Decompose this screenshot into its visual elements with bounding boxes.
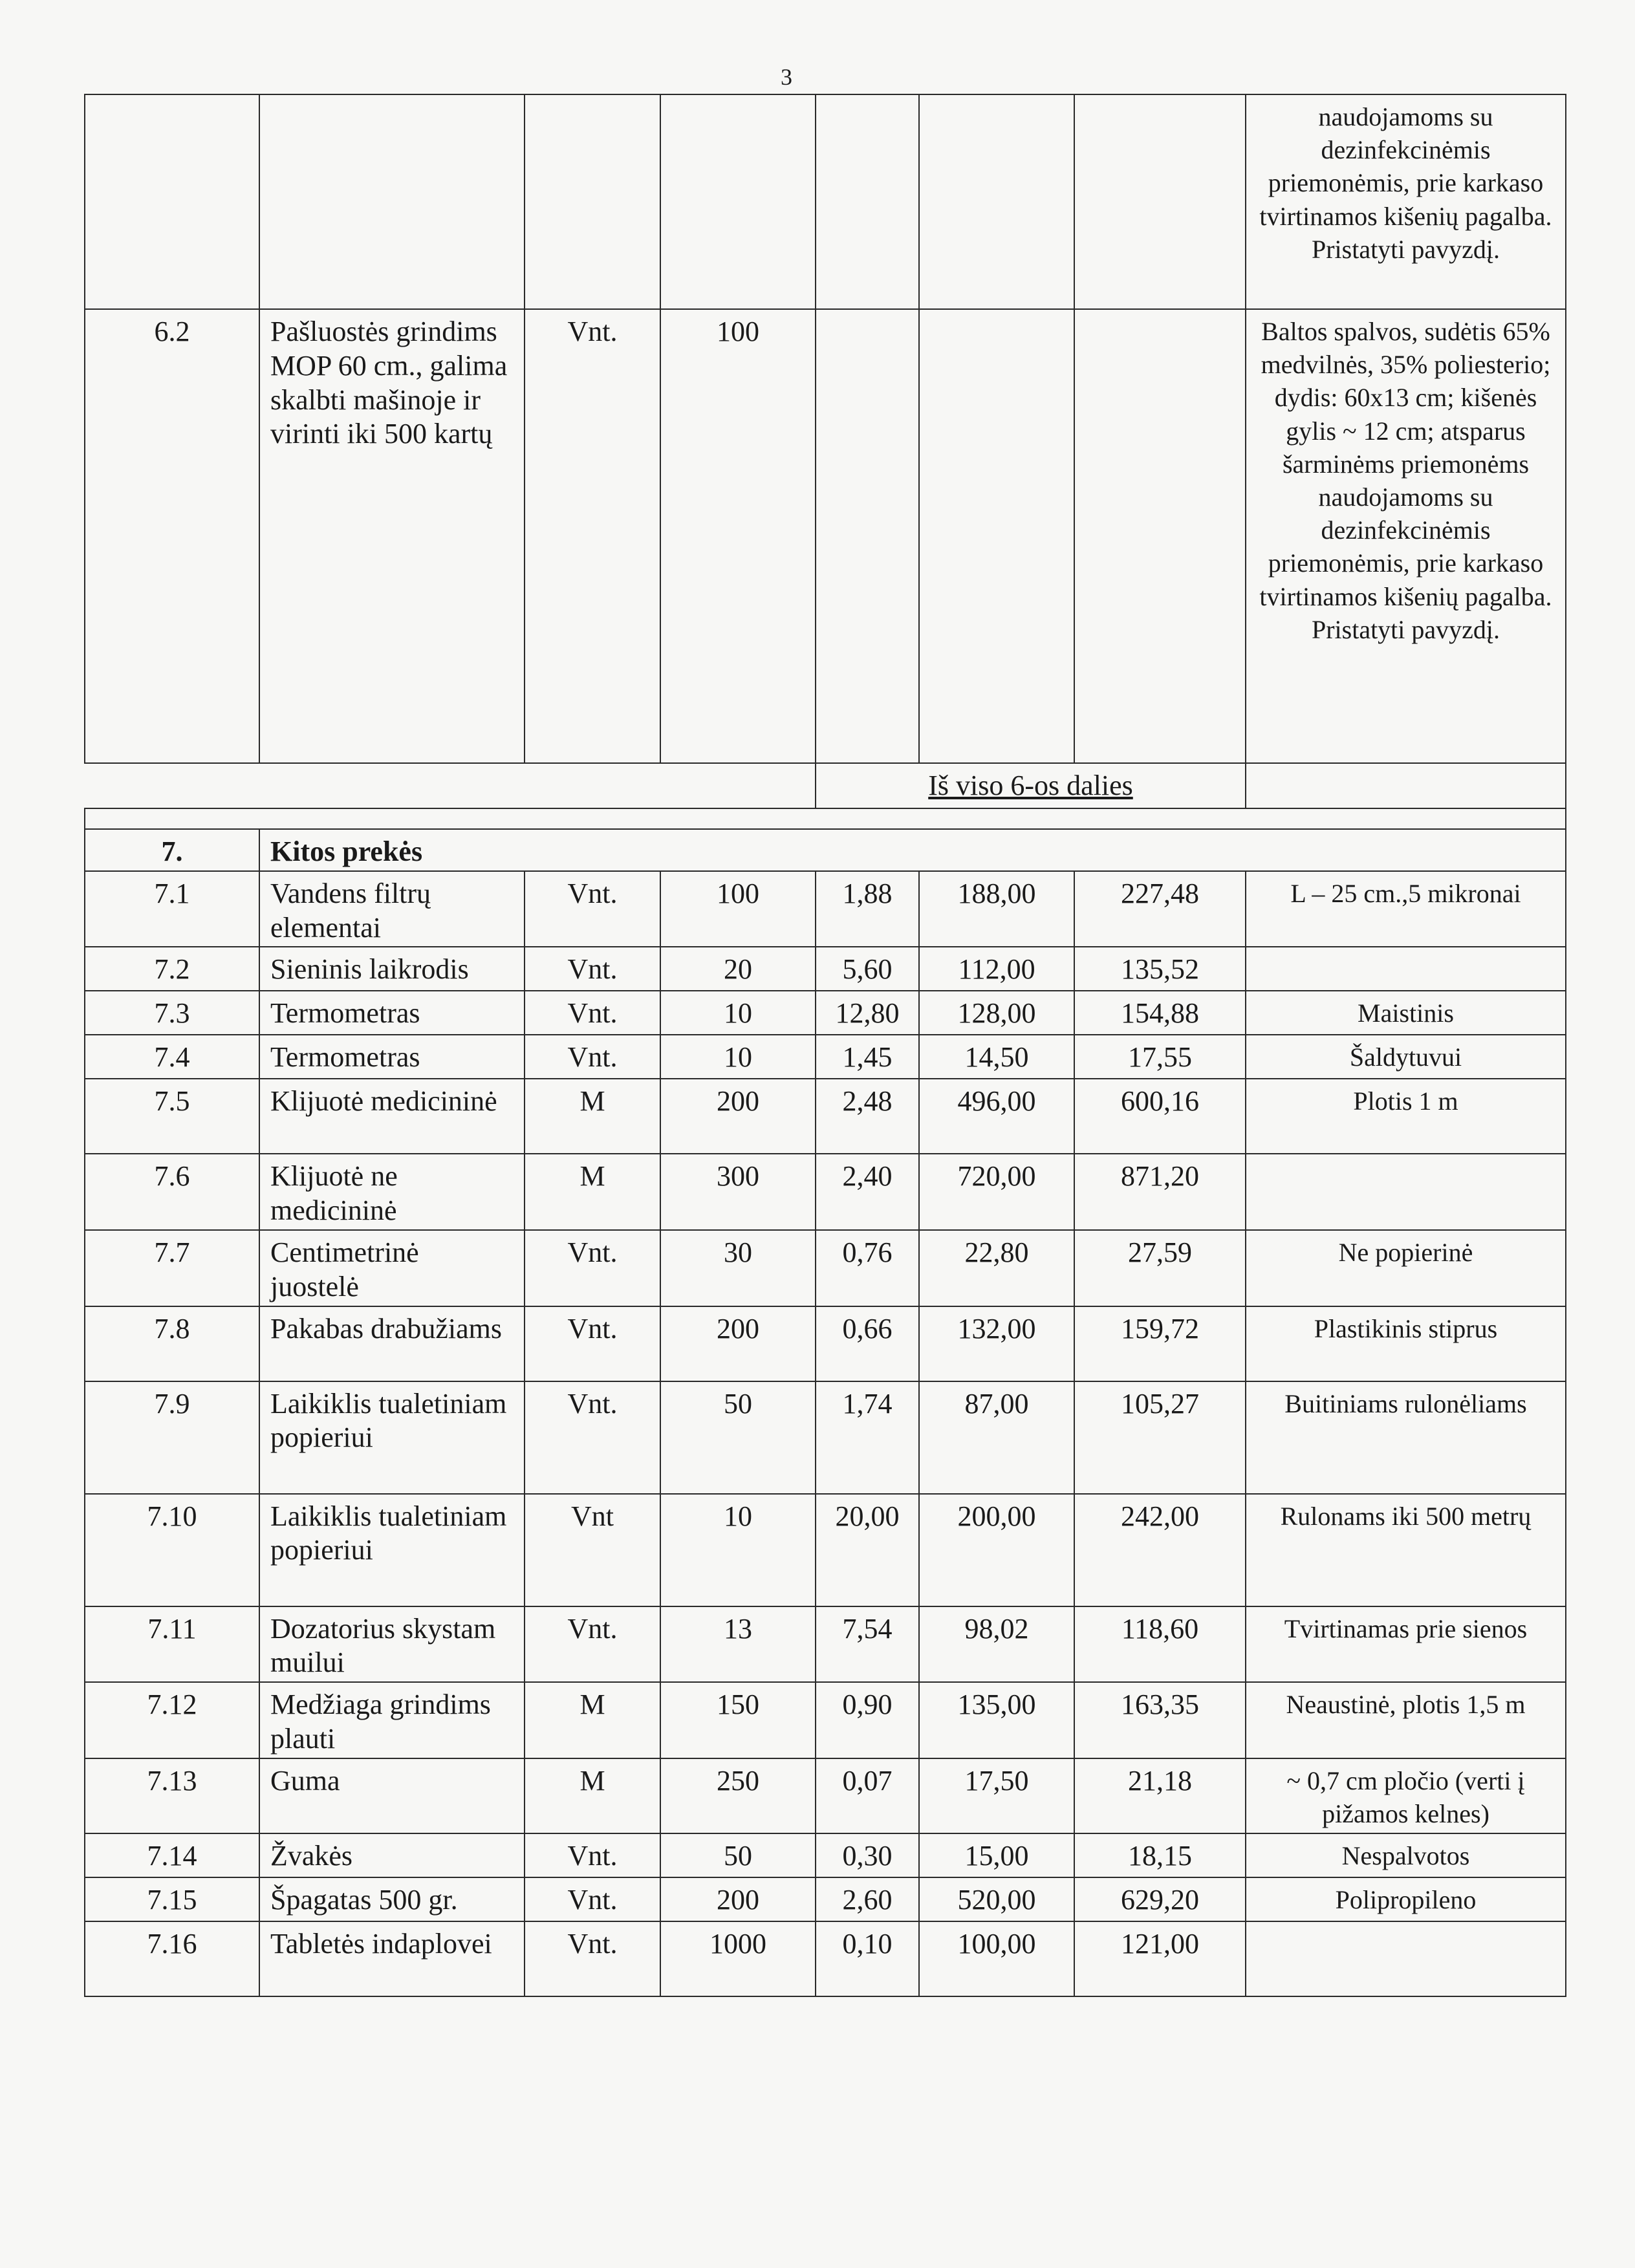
table-row bbox=[85, 1494, 1566, 1606]
table-row bbox=[85, 1306, 1566, 1381]
item-name: Pašluostės grindims MOP 60 cm., galima skalbti mašinoje ir virinti iki 500 kartų bbox=[259, 309, 525, 763]
item-sum: 87,00 bbox=[919, 1381, 1074, 1494]
cell-empty bbox=[919, 94, 1074, 309]
cell-empty bbox=[1074, 309, 1246, 763]
item-price: 0,10 bbox=[816, 1921, 919, 1996]
item-name: Sieninis laikrodis bbox=[259, 947, 525, 991]
cell-empty bbox=[919, 309, 1074, 763]
section-total-row bbox=[85, 763, 1566, 808]
item-description: Buitiniams rulonėliams bbox=[1246, 1381, 1566, 1494]
item-price: 20,00 bbox=[816, 1494, 919, 1606]
item-sum: 15,00 bbox=[919, 1833, 1074, 1877]
item-description: ~ 0,7 cm pločio (verti į pižamos kelnes) bbox=[1246, 1758, 1566, 1833]
table-row bbox=[85, 1921, 1566, 1996]
row-number: 7.14 bbox=[85, 1833, 259, 1877]
item-sum: 200,00 bbox=[919, 1494, 1074, 1606]
item-sum-vat: 154,88 bbox=[1074, 991, 1246, 1035]
table-row bbox=[85, 1154, 1566, 1230]
item-price: 0,66 bbox=[816, 1306, 919, 1381]
item-sum: 14,50 bbox=[919, 1035, 1074, 1079]
item-qty: 250 bbox=[660, 1758, 816, 1833]
row-number: 7.2 bbox=[85, 947, 259, 991]
item-name: Dozatorius skystam muilui bbox=[259, 1606, 525, 1683]
item-sum-vat: 159,72 bbox=[1074, 1306, 1246, 1381]
table-row bbox=[85, 1606, 1566, 1683]
item-price: 5,60 bbox=[816, 947, 919, 991]
item-name: Guma bbox=[259, 1758, 525, 1833]
item-name: Termometras bbox=[259, 1035, 525, 1079]
section-number: 7. bbox=[85, 829, 259, 871]
item-unit: Vnt. bbox=[525, 1035, 660, 1079]
row-number: 7.11 bbox=[85, 1606, 259, 1683]
item-unit: M bbox=[525, 1079, 660, 1154]
item-unit: Vnt. bbox=[525, 991, 660, 1035]
item-sum-vat: 17,55 bbox=[1074, 1035, 1246, 1079]
item-unit: Vnt. bbox=[525, 309, 660, 763]
cell-empty bbox=[259, 94, 525, 309]
item-sum: 100,00 bbox=[919, 1921, 1074, 1996]
item-sum-vat: 227,48 bbox=[1074, 871, 1246, 947]
table-row-6-2 bbox=[85, 309, 1566, 763]
item-price: 1,45 bbox=[816, 1035, 919, 1079]
item-name: Klijuotė medicininė bbox=[259, 1079, 525, 1154]
item-sum-vat: 21,18 bbox=[1074, 1758, 1246, 1833]
item-sum-vat: 629,20 bbox=[1074, 1877, 1246, 1921]
item-description: Ne popierinė bbox=[1246, 1230, 1566, 1306]
table-row bbox=[85, 871, 1566, 947]
row-number: 7.1 bbox=[85, 871, 259, 947]
item-qty: 100 bbox=[660, 309, 816, 763]
item-price: 2,60 bbox=[816, 1877, 919, 1921]
item-description: Baltos spalvos, sudėtis 65% medvilnės, 35% poliesterio; dydis: 60x13 cm; kišenės gylis ~ 12 cm; atsparus šarminėms priemonėms naudojamoms su dezinfekcinėmis priemonėmis, prie karkaso tvirtinamos kišenių pagalba. Pristatyti pavyzdį. bbox=[1246, 309, 1566, 763]
item-qty: 50 bbox=[660, 1833, 816, 1877]
row-number: 7.3 bbox=[85, 991, 259, 1035]
table-row bbox=[85, 1381, 1566, 1494]
item-sum: 128,00 bbox=[919, 991, 1074, 1035]
item-qty: 10 bbox=[660, 1035, 816, 1079]
cell-empty bbox=[85, 763, 816, 808]
item-description: Plastikinis stiprus bbox=[1246, 1306, 1566, 1381]
item-sum: 135,00 bbox=[919, 1682, 1074, 1758]
cell-empty bbox=[525, 94, 660, 309]
continued-row bbox=[85, 94, 1566, 309]
item-qty: 300 bbox=[660, 1154, 816, 1230]
item-price: 0,90 bbox=[816, 1682, 919, 1758]
item-sum: 496,00 bbox=[919, 1079, 1074, 1154]
item-name: Vandens filtrų elementai bbox=[259, 871, 525, 947]
item-unit: Vnt. bbox=[525, 1877, 660, 1921]
gap-row bbox=[85, 808, 1566, 829]
cell-empty bbox=[1074, 94, 1246, 309]
item-qty: 30 bbox=[660, 1230, 816, 1306]
item-unit: Vnt. bbox=[525, 1381, 660, 1494]
item-name: Klijuotė ne medicininė bbox=[259, 1154, 525, 1230]
row-number: 7.9 bbox=[85, 1381, 259, 1494]
row-number: 7.5 bbox=[85, 1079, 259, 1154]
item-unit: Vnt. bbox=[525, 1306, 660, 1381]
item-sum-vat: 105,27 bbox=[1074, 1381, 1246, 1494]
cell-empty bbox=[660, 94, 816, 309]
row-description: naudojamoms su dezinfekcinėmis priemonėmis, prie karkaso tvirtinamos kišenių pagalba. Pristatyti pavyzdį. bbox=[1246, 94, 1566, 309]
item-sum: 132,00 bbox=[919, 1306, 1074, 1381]
row-number: 7.6 bbox=[85, 1154, 259, 1230]
item-unit: Vnt. bbox=[525, 871, 660, 947]
item-sum-vat: 163,35 bbox=[1074, 1682, 1246, 1758]
item-price: 12,80 bbox=[816, 991, 919, 1035]
table-row bbox=[85, 947, 1566, 991]
item-price: 0,30 bbox=[816, 1833, 919, 1877]
item-sum-vat: 600,16 bbox=[1074, 1079, 1246, 1154]
item-unit: M bbox=[525, 1154, 660, 1230]
item-name: Medžiaga grindims plauti bbox=[259, 1682, 525, 1758]
item-name: Laikiklis tualetiniam popieriui bbox=[259, 1381, 525, 1494]
item-unit: M bbox=[525, 1682, 660, 1758]
table-row bbox=[85, 1682, 1566, 1758]
item-name: Špagatas 500 gr. bbox=[259, 1877, 525, 1921]
item-sum: 720,00 bbox=[919, 1154, 1074, 1230]
item-sum-vat: 242,00 bbox=[1074, 1494, 1246, 1606]
item-qty: 200 bbox=[660, 1079, 816, 1154]
item-sum: 112,00 bbox=[919, 947, 1074, 991]
item-sum-vat: 121,00 bbox=[1074, 1921, 1246, 1996]
item-unit: Vnt. bbox=[525, 1833, 660, 1877]
section-total-text: Iš viso 6-os dalies bbox=[928, 770, 1133, 801]
row-number: 7.16 bbox=[85, 1921, 259, 1996]
table-row bbox=[85, 1035, 1566, 1079]
row-number: 7.15 bbox=[85, 1877, 259, 1921]
item-price: 7,54 bbox=[816, 1606, 919, 1683]
row-number: 7.13 bbox=[85, 1758, 259, 1833]
item-price: 2,40 bbox=[816, 1154, 919, 1230]
row-number: 7.7 bbox=[85, 1230, 259, 1306]
item-description: Nespalvotos bbox=[1246, 1833, 1566, 1877]
item-description: Maistinis bbox=[1246, 991, 1566, 1035]
item-description bbox=[1246, 1921, 1566, 1996]
item-qty: 10 bbox=[660, 1494, 816, 1606]
item-unit: Vnt. bbox=[525, 947, 660, 991]
table-row bbox=[85, 1833, 1566, 1877]
row-number: 7.4 bbox=[85, 1035, 259, 1079]
item-description: Rulonams iki 500 metrų bbox=[1246, 1494, 1566, 1606]
row-number: 6.2 bbox=[85, 309, 259, 763]
item-description bbox=[1246, 947, 1566, 991]
section-title: Kitos prekės bbox=[259, 829, 1566, 871]
item-qty: 10 bbox=[660, 991, 816, 1035]
items-body bbox=[85, 871, 1566, 1996]
item-sum-vat: 18,15 bbox=[1074, 1833, 1246, 1877]
item-price: 0,07 bbox=[816, 1758, 919, 1833]
item-qty: 20 bbox=[660, 947, 816, 991]
item-qty: 200 bbox=[660, 1877, 816, 1921]
item-name: Laikiklis tualetiniam popieriui bbox=[259, 1494, 525, 1606]
item-description: Plotis 1 m bbox=[1246, 1079, 1566, 1154]
item-sum-vat: 135,52 bbox=[1074, 947, 1246, 991]
item-name: Centimetrinė juostelė bbox=[259, 1230, 525, 1306]
cell-empty bbox=[816, 309, 919, 763]
item-name: Pakabas drabužiams bbox=[259, 1306, 525, 1381]
item-description: L – 25 cm.,5 mikronai bbox=[1246, 871, 1566, 947]
row-number: 7.8 bbox=[85, 1306, 259, 1381]
item-description: Tvirtinamas prie sienos bbox=[1246, 1606, 1566, 1683]
item-price: 1,88 bbox=[816, 871, 919, 947]
item-sum: 520,00 bbox=[919, 1877, 1074, 1921]
table-row bbox=[85, 1230, 1566, 1306]
table-row bbox=[85, 1758, 1566, 1833]
item-sum: 188,00 bbox=[919, 871, 1074, 947]
cell-empty bbox=[85, 94, 259, 309]
table-row bbox=[85, 991, 1566, 1035]
item-price: 2,48 bbox=[816, 1079, 919, 1154]
item-qty: 1000 bbox=[660, 1921, 816, 1996]
table-row bbox=[85, 1079, 1566, 1154]
table-row bbox=[85, 1877, 1566, 1921]
item-name: Termometras bbox=[259, 991, 525, 1035]
row-number: 7.10 bbox=[85, 1494, 259, 1606]
item-name: Tabletės indaplovei bbox=[259, 1921, 525, 1996]
item-qty: 200 bbox=[660, 1306, 816, 1381]
item-name: Žvakės bbox=[259, 1833, 525, 1877]
item-description: Neaustinė, plotis 1,5 m bbox=[1246, 1682, 1566, 1758]
item-unit: Vnt. bbox=[525, 1606, 660, 1683]
item-unit: Vnt. bbox=[525, 1230, 660, 1306]
item-qty: 100 bbox=[660, 871, 816, 947]
item-price: 0,76 bbox=[816, 1230, 919, 1306]
item-unit: Vnt bbox=[525, 1494, 660, 1606]
item-sum: 98,02 bbox=[919, 1606, 1074, 1683]
item-description bbox=[1246, 1154, 1566, 1230]
items-table bbox=[84, 94, 1566, 1997]
item-unit: M bbox=[525, 1758, 660, 1833]
item-description: Šaldytuvui bbox=[1246, 1035, 1566, 1079]
item-unit: Vnt. bbox=[525, 1921, 660, 1996]
item-sum: 22,80 bbox=[919, 1230, 1074, 1306]
page-number: 3 bbox=[781, 64, 792, 90]
section-heading-row bbox=[85, 829, 1566, 871]
cell-empty bbox=[816, 94, 919, 309]
item-sum-vat: 118,60 bbox=[1074, 1606, 1246, 1683]
item-description: Polipropileno bbox=[1246, 1877, 1566, 1921]
item-qty: 150 bbox=[660, 1682, 816, 1758]
item-qty: 50 bbox=[660, 1381, 816, 1494]
item-sum: 17,50 bbox=[919, 1758, 1074, 1833]
section-total-label bbox=[816, 763, 1246, 808]
item-sum-vat: 871,20 bbox=[1074, 1154, 1246, 1230]
item-sum-vat: 27,59 bbox=[1074, 1230, 1246, 1306]
item-price: 1,74 bbox=[816, 1381, 919, 1494]
cell-empty bbox=[85, 808, 1566, 829]
item-qty: 13 bbox=[660, 1606, 816, 1683]
row-number: 7.12 bbox=[85, 1682, 259, 1758]
cell-empty bbox=[1246, 763, 1566, 808]
